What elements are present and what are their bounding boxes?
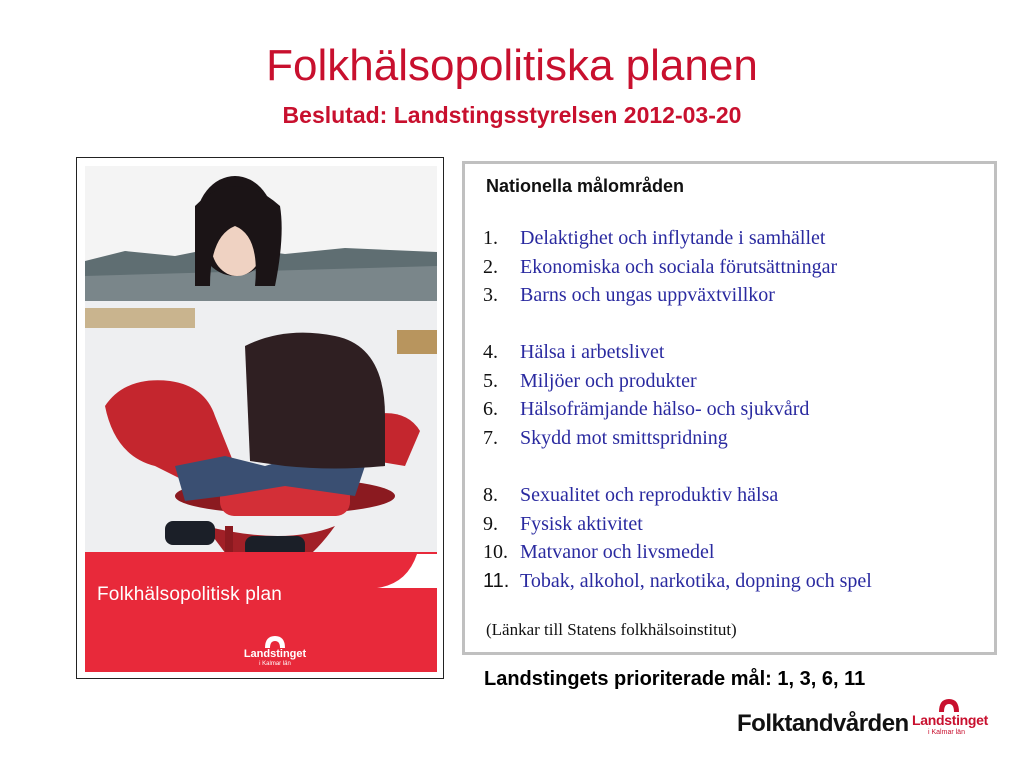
target-areas-list: [483, 224, 983, 596]
speech-bubble-shape: [377, 554, 437, 588]
item-link[interactable]: Barns och ungas uppväxtvillkor: [520, 284, 775, 307]
item-number: 6.: [483, 398, 498, 421]
slide-subtitle: Beslutad: Landstingsstyrelsen 2012-03-20: [282, 102, 742, 128]
list-item: [483, 367, 983, 396]
cover-logo-text: Landstinget: [243, 648, 307, 660]
target-areas-box: [462, 161, 997, 655]
item-link[interactable]: Delaktighet och inflytande i samhället: [520, 227, 826, 249]
arch-icon: [938, 698, 960, 712]
list-item: [483, 224, 983, 253]
item-number: 3.: [483, 284, 498, 307]
item-link[interactable]: Matvanor och livsmedel: [520, 541, 715, 564]
item-link[interactable]: Sexualitet och reproduktiv hälsa: [520, 483, 779, 506]
list-item: [483, 481, 983, 510]
item-number: 2.: [483, 255, 498, 278]
list-item: [483, 338, 983, 367]
item-number: 7.: [483, 427, 498, 450]
landstinget-logo-sub: i Kalmar län: [928, 729, 965, 736]
landstinget-logo-text: Landstinget: [912, 712, 989, 728]
brochure-cover: [76, 157, 444, 679]
item-number: 8.: [483, 483, 498, 506]
cover-logo-sub: i Kalmar län: [259, 661, 291, 667]
priority-goals: Landstingets prioriterade mål: 1, 3, 6, 11: [484, 668, 866, 690]
arch-icon: [263, 634, 287, 648]
target-areas-heading: Nationella målområden: [486, 176, 685, 196]
cover-title: Folkhälsopolitisk plan: [97, 584, 282, 605]
list-item: [483, 281, 983, 310]
item-link[interactable]: Hälsa i arbetslivet: [520, 341, 665, 364]
item-number: 10.: [483, 541, 508, 564]
item-link[interactable]: Miljöer och produkter: [520, 369, 697, 392]
list-item: [483, 424, 983, 453]
folktandvarden-logo: Folktandvården: [737, 710, 909, 737]
item-link[interactable]: Fysisk aktivitet: [520, 512, 643, 535]
item-number: 1.: [483, 227, 498, 249]
item-number: 5.: [483, 369, 498, 392]
item-link[interactable]: Ekonomiska och sociala förutsättningar: [520, 255, 838, 278]
list-item: [483, 567, 983, 596]
list-item: [483, 253, 983, 282]
item-link[interactable]: Skydd mot smittspridning: [520, 427, 728, 450]
item-link[interactable]: Tobak, alkohol, narkotika, dopning och spel: [520, 569, 872, 592]
item-link[interactable]: Hälsofrämjande hälso- och sjukvård: [520, 398, 810, 421]
list-item: [483, 538, 983, 567]
cover-landstinget-logo: [235, 634, 315, 670]
item-number: 9.: [483, 512, 498, 535]
item-number: 11.: [483, 569, 510, 592]
list-item: [483, 510, 983, 539]
list-item: [483, 395, 983, 424]
landstinget-logo: [910, 698, 989, 742]
item-number: 4.: [483, 341, 498, 364]
target-areas-footer: (Länkar till Statens folkhälsoinstitut): [486, 620, 737, 639]
slide-title: Folkhälsopolitiska planen: [266, 41, 758, 90]
